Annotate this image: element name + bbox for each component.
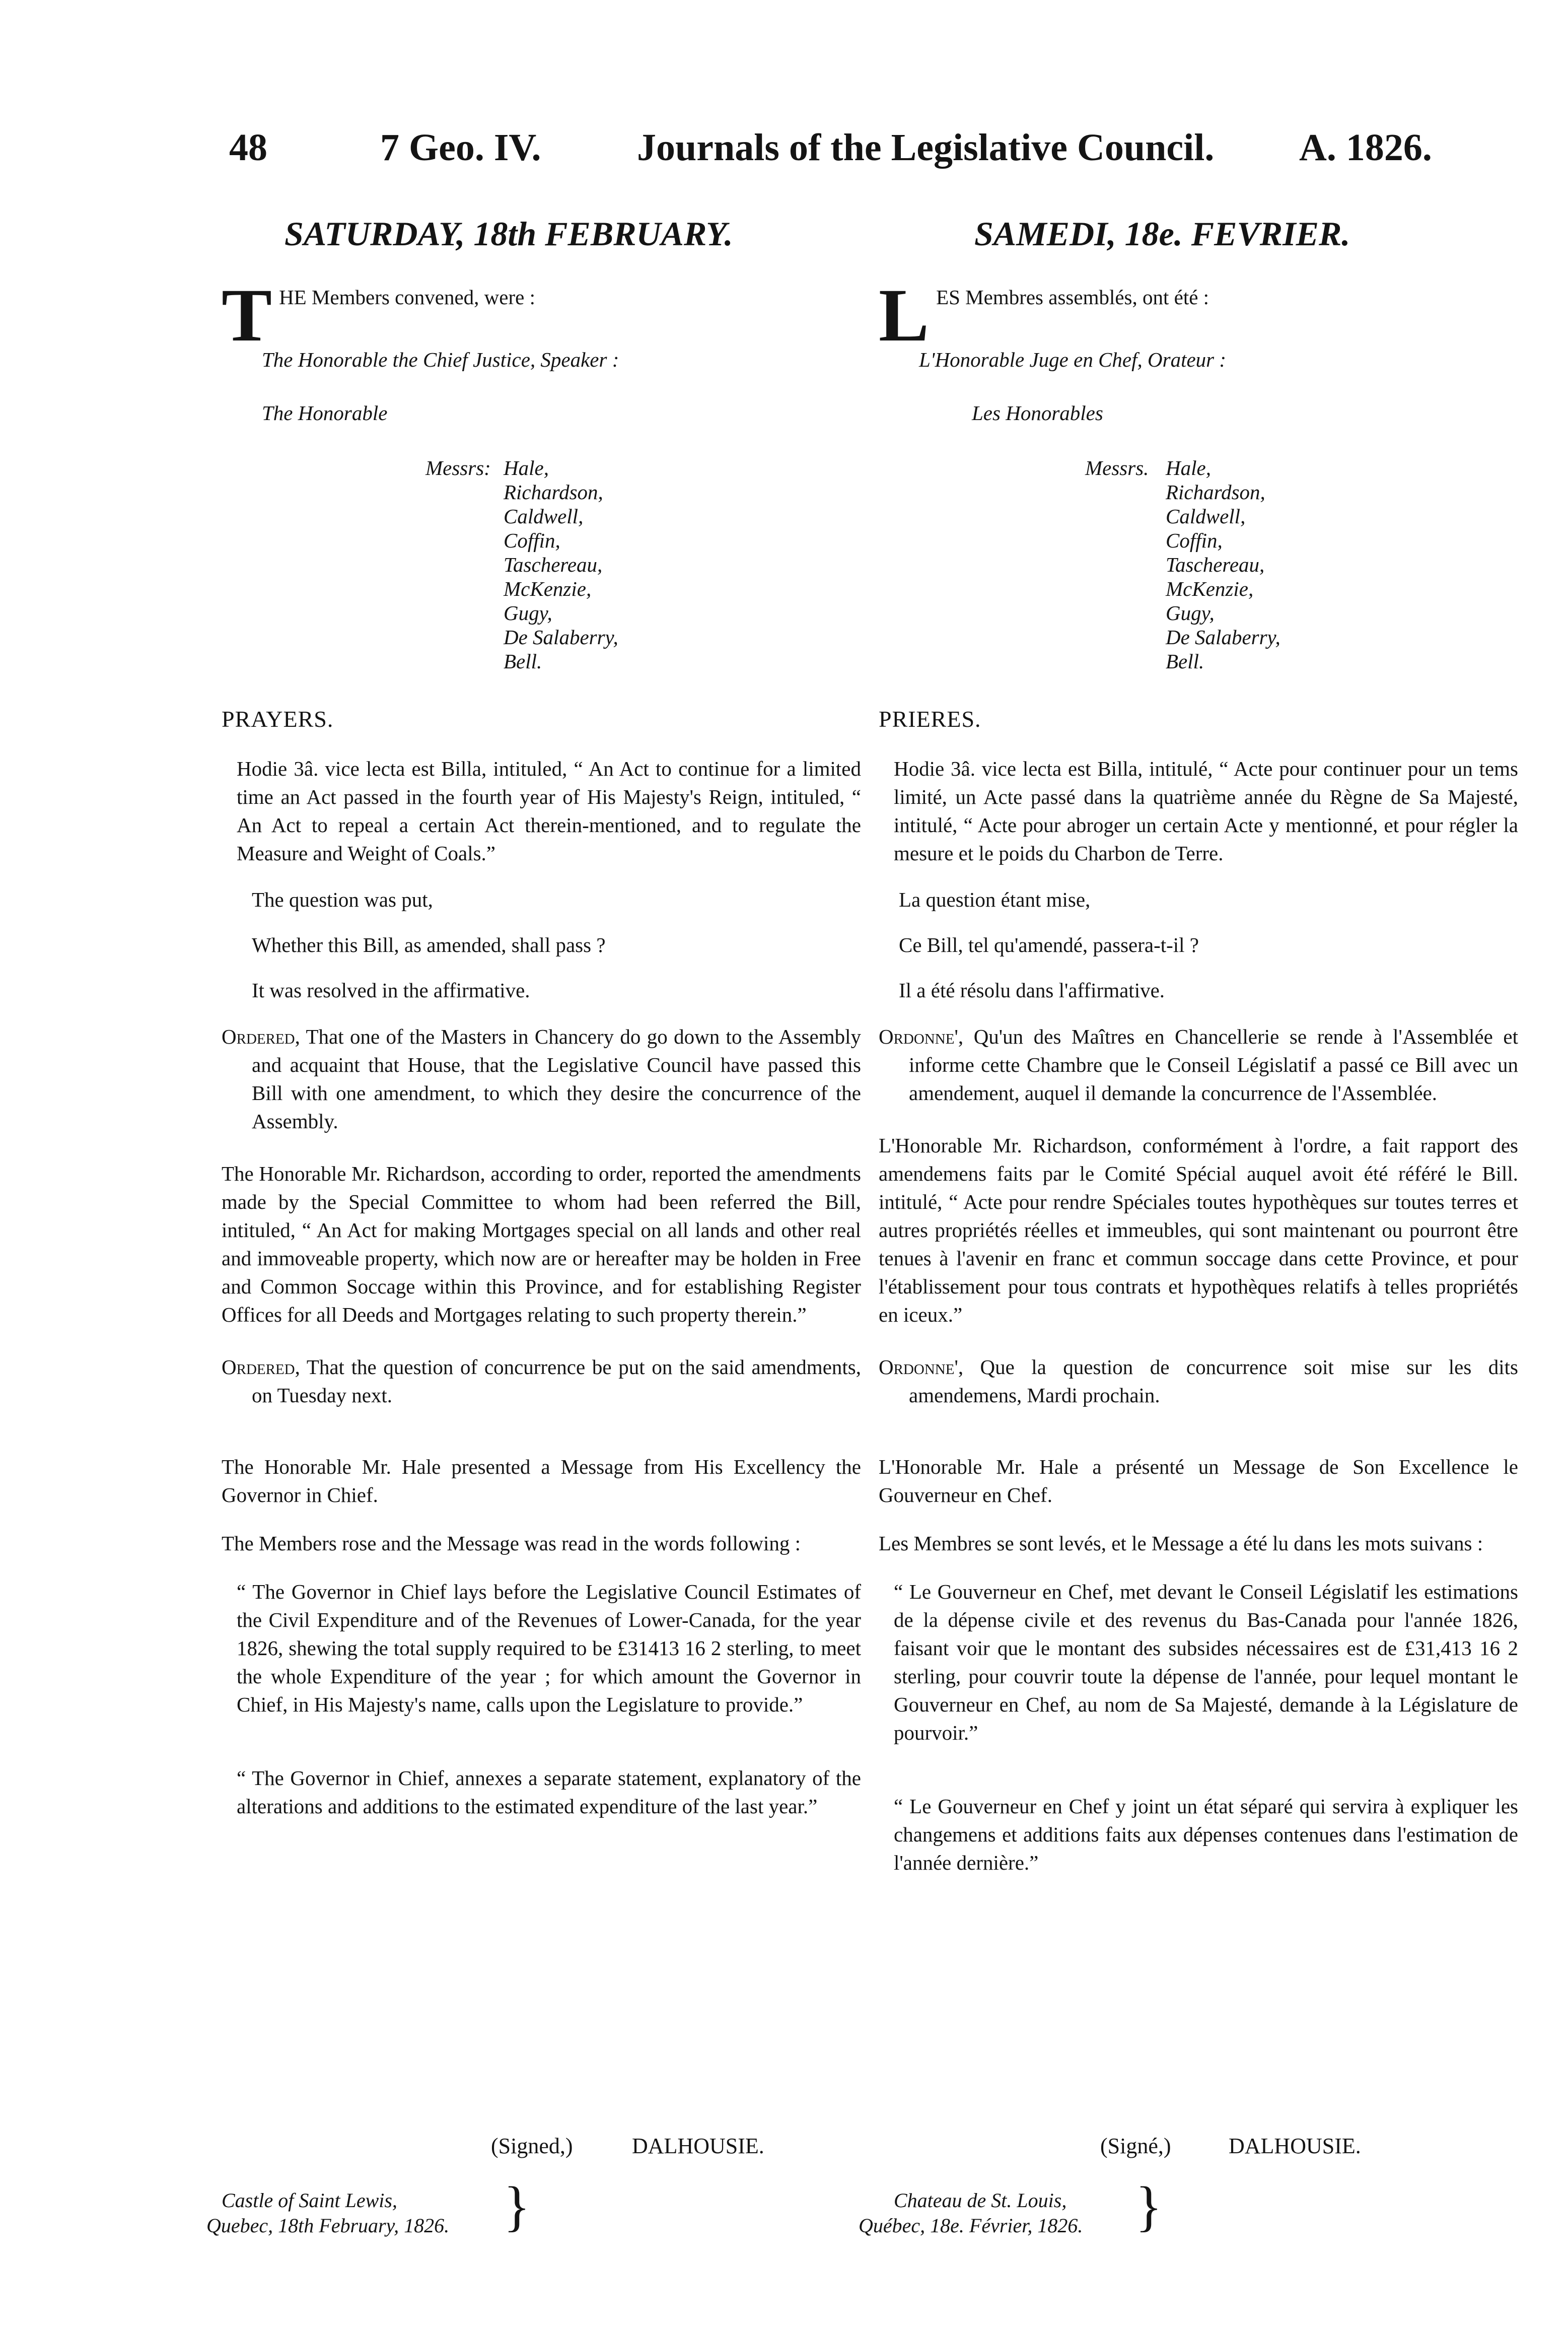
member-name: Caldwell,: [1166, 505, 1246, 528]
english-brace: }: [504, 2175, 530, 2237]
journal-title: Journals of the Legislative Council.: [637, 126, 1215, 169]
french-place-1: Chateau de St. Louis,: [894, 2189, 1067, 2212]
english-ordered-1: Ordered, That one of the Masters in Chancery do go down to the Assembly and acquaint that House, that the Legislative Council have passed this Bill with one amendment, to which they desire the concurrence of the Assembly.: [222, 1025, 861, 1133]
french-intro-text: ES Membres assemblés, ont été :: [936, 286, 1209, 309]
english-messrs-label: Messrs:: [425, 456, 491, 480]
french-member-list: [1166, 456, 1280, 673]
english-place-1: Castle of Saint Lewis,: [222, 2189, 397, 2212]
french-members-rose: Les Membres se sont levés, et le Message a été lu dans les mots suivans :: [879, 1532, 1483, 1555]
member-name: McKenzie,: [1166, 577, 1254, 600]
member-name: Caldwell,: [504, 505, 584, 528]
english-signatory: DALHOUSIE.: [632, 2134, 764, 2158]
english-message-1: “ The Governor in Chief lays before the Legislative Council Estimates of the Civil Expenditure and of the Revenues of Lower-Canada, for the year 1826, shewing the total supply required to be £31413 16 2 sterling, to meet the whole Expenditure of the year ; for which amount the Governor in Chief, in His Majesty's name, calls upon the Legislature to provide.”: [237, 1580, 861, 1716]
french-drop-cap: L: [879, 273, 930, 357]
english-ordered-2: Ordered, That the question of concurrence be put on the said amendments, on Tuesday next.: [222, 1355, 861, 1407]
french-signed-label: (Signé,): [1100, 2134, 1171, 2158]
french-member-roll: [1085, 456, 1149, 480]
french-column: [879, 273, 1518, 427]
member-name: Hale,: [1166, 456, 1211, 480]
french-message-1: “ Le Gouverneur en Chef, met devant le Conseil Législatif les estimations de la dépense civile et des revenus du Bas-Canada pour l'année 1826, faisant voir que le montant des subsides nécessaires est de £31,413 16 2 sterling, pour couvrir toute la dépense de l'année, pour lequel montant le Gouverneur en Chef, au nom de Sa Majesté, demande à la Législature de pourvoir.”: [894, 1580, 1518, 1744]
english-signed-label: (Signed,): [491, 2134, 573, 2158]
regnal-year: 7 Geo. IV.: [380, 126, 541, 169]
english-members-rose: The Members rose and the Message was read in the words following :: [222, 1532, 801, 1555]
member-name: Bell.: [504, 650, 542, 673]
english-drop-cap: T: [222, 273, 272, 357]
french-question-put: La question étant mise,: [899, 888, 1091, 911]
english-proceedings: [222, 705, 861, 1820]
french-bill-reading: Hodie 3â. vice lecta est Billa, intitulé, “ Acte pour continuer pour un tems limité, un Acte passé dans la quatrième année du Règne de Sa Majesté, intitulé, “ Acte pour abroger un certain Acte y mentionné, et pour régler la mesure et le poids du Charbon de Terre.: [894, 757, 1518, 865]
english-date-heading: SATURDAY, 18th FEBRUARY.: [284, 215, 733, 253]
english-intro: [222, 273, 861, 357]
french-brace: }: [1135, 2175, 1162, 2237]
page-number: 48: [229, 126, 267, 169]
member-name: Gugy,: [1166, 601, 1215, 625]
french-ordered-1: Ordonne', Qu'un des Maîtres en Chancellerie se rende à l'Assemblée et informe cette Chambre que le Conseil Législatif a passé ce Bill avec un amendement, auquel il demande la concurrence de l'Assemblée.: [879, 1025, 1519, 1105]
english-resolved: It was resolved in the affirmative.: [252, 979, 530, 1002]
french-message-2: “ Le Gouverneur en Chef y joint un état séparé qui servira à expliquer les changemens et additions faits aux dépenses contenues dans l'estimation de l'année dernière.”: [894, 1795, 1518, 1874]
english-member-roll: [425, 456, 491, 480]
english-member-list: [504, 456, 618, 673]
french-whether: Ce Bill, tel qu'amendé, passera-t-il ?: [899, 933, 1199, 956]
french-honorable-line: Les Honorables: [972, 401, 1103, 425]
french-hale-message: L'Honorable Mr. Hale a présenté un Message de Son Excellence le Gouverneur en Chef.: [879, 1455, 1518, 1507]
french-date-heading: SAMEDI, 18e. FEVRIER.: [974, 215, 1350, 253]
english-place-2: Quebec, 18th February, 1826.: [206, 2214, 450, 2237]
english-prayers-heading: PRAYERS.: [222, 706, 334, 732]
english-message-2: “ The Governor in Chief, annexes a separate statement, explanatory of the alterations and additions to the estimated expenditure of the last year.”: [237, 1766, 861, 1818]
english-whether: Whether this Bill, as amended, shall pass ?: [252, 933, 606, 956]
ordered-label: Ordonne',: [879, 1355, 964, 1379]
member-name: Hale,: [504, 456, 549, 480]
french-place-2: Québec, 18e. Février, 1826.: [859, 2214, 1083, 2237]
english-column: [222, 273, 861, 427]
member-name: Richardson,: [1166, 481, 1265, 504]
member-name: De Salaberry,: [1166, 626, 1280, 649]
french-resolved: Il a été résolu dans l'affirmative.: [899, 979, 1165, 1002]
english-question-put: The question was put,: [252, 888, 433, 911]
english-bill-reading: Hodie 3â. vice lecta est Billa, intituled, “ An Act to continue for a limited time an Act passed in the fourth year of His Majesty's Reign, intituled, “ An Act to repeal a certain Act therein-mentioned, and to regulate the Measure and Weight of Coals.”: [237, 757, 861, 865]
member-name: Taschereau,: [1166, 553, 1265, 576]
english-honorable-line: The Honorable: [262, 401, 388, 425]
ordered-label: Ordered,: [222, 1355, 300, 1379]
french-speaker-line: L'Honorable Juge en Chef, Orateur :: [919, 348, 1227, 371]
english-speaker-line: The Honorable the Chief Justice, Speaker :: [262, 348, 619, 371]
member-name: Richardson,: [504, 481, 603, 504]
member-name: De Salaberry,: [504, 626, 618, 649]
member-name: McKenzie,: [504, 577, 592, 600]
ordered-label: Ordonne',: [879, 1025, 964, 1048]
journal-year: A. 1826.: [1299, 126, 1432, 169]
english-hale-message: The Honorable Mr. Hale presented a Message from His Excellency the Governor in Chief.: [222, 1455, 861, 1507]
english-intro-text: HE Members convened, were :: [279, 286, 535, 309]
member-name: Coffin,: [1166, 529, 1223, 552]
french-ordered-2: Ordonne', Que la question de concurrence soit mise sur les dits amendemens, Mardi prochain.: [879, 1355, 1518, 1407]
french-richardson-report: L'Honorable Mr. Richardson, conformément à l'ordre, a fait rapport des amendemens faits par le Comité Spécial auquel avoit été référé le Bill. intitulé, “ Acte pour rendre Spéciales toutes hypothèques sur toutes terres et autres propriétés réelles et immeubles, qui sont maintenant ou pourront être tenues à l'avenir en franc et commun soccage dans cette Province, et pour l'établissement pour tous contrats et hypothèques relatifs à telles propriétés en iceux.”: [879, 1134, 1518, 1326]
french-proceedings: [879, 705, 1518, 1877]
ordered-label: Ordered,: [222, 1025, 300, 1048]
member-name: Gugy,: [504, 601, 552, 625]
member-name: Coffin,: [504, 529, 560, 552]
french-signatory: DALHOUSIE.: [1229, 2134, 1361, 2158]
french-intro: [879, 273, 1518, 357]
english-richardson-report: The Honorable Mr. Richardson, according to order, reported the amendments made by the Special Committee to whom had been referred the Bill, intituled, “ An Act for making Mortgages special on all lands and other real and immoveable property, which now are or hereafter may be holden in Free and Common Soccage within this Province, and for establishing Register Offices for all Deeds and Mortgages relating to such property therein.”: [222, 1162, 861, 1326]
french-messrs-label: Messrs.: [1085, 456, 1149, 480]
member-name: Taschereau,: [504, 553, 603, 576]
member-name: Bell.: [1166, 650, 1204, 673]
french-prieres-heading: PRIERES.: [879, 706, 981, 732]
